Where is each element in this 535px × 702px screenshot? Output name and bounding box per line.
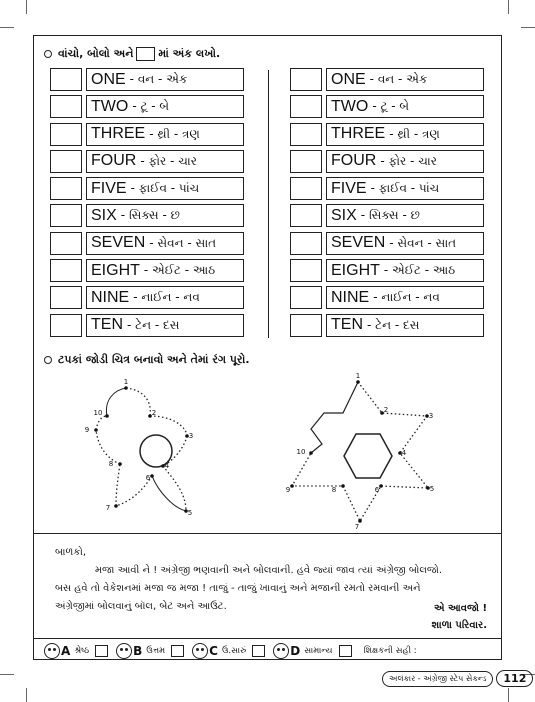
grade-letter: A <box>61 644 71 658</box>
message-signature: શાળા પરિવાર. <box>431 620 487 631</box>
grade-letter: D <box>290 644 301 658</box>
star-dot-number: 9 <box>285 486 291 494</box>
gujarati-word: - એઈટ - આઠ <box>143 263 216 278</box>
english-word: ONE <box>91 70 126 88</box>
number-word <box>86 177 244 200</box>
flower-outline-drawn <box>152 476 186 511</box>
number-word <box>86 204 244 227</box>
puzzle-dots <box>85 372 434 531</box>
crop-mark <box>26 0 27 14</box>
page-number: 112 <box>496 670 533 687</box>
gujarati-word: - સિક્સ - છ <box>360 208 420 223</box>
star-dot <box>309 451 313 455</box>
answer-box-sample <box>136 47 155 61</box>
message-line: અંગ્રેજીમાં બોલવાનું બૉલ, બેટ અને આઉટ. <box>55 601 227 612</box>
english-word: FIVE <box>331 179 367 197</box>
number-row <box>290 95 484 118</box>
gujarati-word: - વન - એક <box>369 72 428 86</box>
star-dot-number: 3 <box>428 412 434 420</box>
message-signoff: એ આવજો ! <box>434 603 487 614</box>
number-word <box>86 259 244 282</box>
number-word <box>86 286 244 309</box>
gujarati-word: - સિક્સ - છ <box>120 208 180 223</box>
number-word <box>86 314 244 337</box>
flower-dot <box>94 428 98 432</box>
answer-box[interactable] <box>290 232 322 255</box>
number-word <box>326 286 484 309</box>
flower-dot <box>150 474 154 478</box>
flower-dot-number: 3 <box>188 432 194 440</box>
grade-label: ઉત્તમ <box>146 646 166 656</box>
flower-dot-number: 10 <box>93 409 103 417</box>
number-word <box>326 314 484 337</box>
star-dot-number: 5 <box>429 485 435 493</box>
number-word <box>326 95 484 118</box>
answer-box[interactable] <box>50 286 82 309</box>
star-dot-number: 8 <box>331 486 337 494</box>
flower-dotted-guide <box>93 388 187 511</box>
number-row <box>50 150 244 173</box>
number-row <box>290 259 484 282</box>
smiley-icon <box>116 643 132 659</box>
number-word <box>86 123 244 146</box>
smiley-icon <box>192 643 208 659</box>
number-row <box>50 259 244 282</box>
english-word: SEVEN <box>91 234 146 252</box>
crop-mark <box>508 0 509 14</box>
crop-mark <box>521 27 535 28</box>
flower-dot <box>118 462 122 466</box>
bullet-icon <box>44 50 52 58</box>
star-dot-number: 10 <box>296 448 306 456</box>
answer-box[interactable] <box>290 177 322 200</box>
number-word <box>86 232 244 255</box>
grade-checkbox[interactable] <box>171 645 184 657</box>
number-row <box>290 123 484 146</box>
answer-box[interactable] <box>290 286 322 309</box>
grade-letter: C <box>209 644 218 658</box>
english-word: TEN <box>331 316 363 334</box>
answer-box[interactable] <box>50 150 82 173</box>
number-row <box>50 95 244 118</box>
gujarati-word: - ફાઈવ - પાંચ <box>130 181 200 196</box>
gujarati-word: - એઈટ - આઠ <box>383 263 456 278</box>
flower-dot-number: 5 <box>187 509 193 517</box>
english-word: THREE <box>91 125 146 143</box>
page-footer <box>382 670 533 687</box>
flower-dot-number: 2 <box>151 409 157 417</box>
gujarati-word: - વન - એક <box>129 72 188 86</box>
answer-box[interactable] <box>50 95 82 118</box>
flower-puzzle <box>93 388 187 511</box>
english-word: NINE <box>91 288 130 306</box>
flower-dot <box>105 414 109 418</box>
flower-dot-number: 1 <box>123 378 129 386</box>
english-word: SIX <box>91 206 117 224</box>
star-puzzle <box>292 382 428 521</box>
flower-dot-number: 9 <box>84 426 90 434</box>
message-salutation: બાળકો, <box>55 547 87 558</box>
smiley-icon <box>44 643 60 659</box>
number-row <box>290 68 484 91</box>
instruction-text: વાંચો, બોલો અને <box>58 47 134 60</box>
gujarati-word: - ટૂ - બે <box>372 99 410 114</box>
gujarati-word: - ટેન - દસ <box>127 317 180 332</box>
english-word: ONE <box>331 70 366 88</box>
gujarati-word: - ટૂ - બે <box>132 99 170 114</box>
english-word: EIGHT <box>331 261 380 279</box>
flower-dot-number: 6 <box>145 474 151 482</box>
number-list-right <box>290 68 484 341</box>
bullet-icon <box>44 356 52 364</box>
number-word <box>326 232 484 255</box>
star-dot-number: 4 <box>401 449 407 457</box>
gujarati-word: - ફોર - ચાર <box>140 153 197 168</box>
number-row <box>290 204 484 227</box>
grade-label: શ્રેષ્ઠ <box>74 646 90 656</box>
number-word <box>86 68 244 91</box>
answer-box[interactable] <box>290 95 322 118</box>
number-row <box>50 314 244 337</box>
instruction-dot-to-dot <box>44 353 250 367</box>
instruction-text: ટપકાં જોડી ચિત્ર બનાવો અને તેમાં રંગ પૂરો. <box>58 353 250 366</box>
book-title: અલંકાર - અંગ્રેજી સ્ટેપ સેકન્ડ <box>382 671 493 687</box>
star-dot <box>341 484 345 488</box>
star-dot <box>379 484 383 488</box>
number-row <box>50 232 244 255</box>
section-divider <box>34 638 501 639</box>
english-word: EIGHT <box>91 261 140 279</box>
crop-mark <box>0 674 14 675</box>
number-row <box>50 123 244 146</box>
flower-dot-number: 4 <box>164 462 170 470</box>
number-word <box>326 150 484 173</box>
number-word <box>326 259 484 282</box>
gujarati-word: - નાઈન - નવ <box>133 290 200 305</box>
number-word <box>86 95 244 118</box>
number-row <box>50 204 244 227</box>
number-word <box>86 150 244 173</box>
english-word: SIX <box>331 206 357 224</box>
number-word <box>326 123 484 146</box>
answer-box[interactable] <box>50 68 82 91</box>
gujarati-word: - ફોર - ચાર <box>380 153 437 168</box>
star-dot-number: 6 <box>374 486 380 494</box>
dot-to-dot-puzzles <box>34 368 500 533</box>
english-word: THREE <box>331 125 386 143</box>
crop-mark <box>508 688 509 702</box>
flower-dot-number: 8 <box>108 460 114 468</box>
crop-mark <box>0 27 14 28</box>
star-dot-number: 2 <box>383 406 389 414</box>
number-row <box>290 232 484 255</box>
answer-box[interactable] <box>290 204 322 227</box>
star-dot <box>356 380 360 384</box>
grade-label: ઉ.સારું <box>221 646 247 656</box>
english-word: TWO <box>91 97 129 115</box>
message-line: બસ હવે તો વેકેશનમાં મજા જ મજા ! તાજું - તાજું ખાવાનું અને મજાની રમતો રમવાની અને <box>55 583 421 594</box>
crop-mark <box>26 688 27 702</box>
number-row <box>50 286 244 309</box>
grade-checkbox[interactable] <box>339 645 352 657</box>
instruction-read-write <box>44 47 220 61</box>
gujarati-word: - થ્રી - ત્રણ <box>149 126 200 141</box>
english-word: TEN <box>91 316 123 334</box>
column-divider <box>268 70 269 338</box>
english-word: NINE <box>331 288 370 306</box>
message-line: મજા આવી ને ! અંગ્રેજી ભણવાની અને બોલવાની. હવે જ્યાં જાવ ત્યાં અંગ્રેજી બોલજો. <box>95 565 443 576</box>
grade-letter: B <box>133 644 143 658</box>
english-word: FOUR <box>331 152 377 170</box>
answer-box[interactable] <box>290 150 322 173</box>
gujarati-word: - સેવન - સાત <box>149 235 217 250</box>
answer-box[interactable] <box>50 232 82 255</box>
grade-row <box>44 643 417 659</box>
section-divider <box>34 533 501 534</box>
gujarati-word: - સેવન - સાત <box>389 235 457 250</box>
gujarati-word: - થ્રી - ત્રણ <box>389 126 440 141</box>
number-row <box>290 286 484 309</box>
answer-box[interactable] <box>290 259 322 282</box>
number-word <box>326 204 484 227</box>
number-row <box>290 177 484 200</box>
number-list-left <box>50 68 244 341</box>
answer-box[interactable] <box>50 177 82 200</box>
flower-dot-number: 7 <box>105 504 111 512</box>
flower-outline-drawn <box>106 388 126 416</box>
gujarati-word: - ફાઈવ - પાંચ <box>370 181 440 196</box>
star-dot-number: 7 <box>354 523 360 531</box>
english-word: FOUR <box>91 152 137 170</box>
star-dot <box>290 484 294 488</box>
number-row <box>50 68 244 91</box>
instruction-text: માં અંક લખો. <box>158 47 221 60</box>
number-row <box>290 314 484 337</box>
english-word: TWO <box>331 97 369 115</box>
answer-box[interactable] <box>290 123 322 146</box>
answer-box[interactable] <box>50 204 82 227</box>
answer-box[interactable] <box>290 314 322 337</box>
number-row <box>290 150 484 173</box>
flower-dot <box>114 504 118 508</box>
gujarati-word: - ટેન - દસ <box>367 317 420 332</box>
answer-box[interactable] <box>50 123 82 146</box>
gujarati-word: - નાઈન - નવ <box>373 290 440 305</box>
number-word <box>326 177 484 200</box>
grade-checkbox[interactable] <box>252 645 265 657</box>
grade-label: સામાન્ય <box>304 646 333 656</box>
english-word: FIVE <box>91 179 127 197</box>
number-row <box>50 177 244 200</box>
flower-dot <box>124 386 128 390</box>
answer-box[interactable] <box>290 68 322 91</box>
star-dot-number: 1 <box>355 372 361 380</box>
smiley-icon <box>273 643 289 659</box>
grade-checkbox[interactable] <box>95 645 108 657</box>
answer-box[interactable] <box>50 259 82 282</box>
teacher-signature-label: શિક્ષકની સહી : <box>363 646 417 656</box>
number-word <box>326 68 484 91</box>
answer-box[interactable] <box>50 314 82 337</box>
english-word: SEVEN <box>331 234 386 252</box>
hexagon-center <box>344 434 392 478</box>
